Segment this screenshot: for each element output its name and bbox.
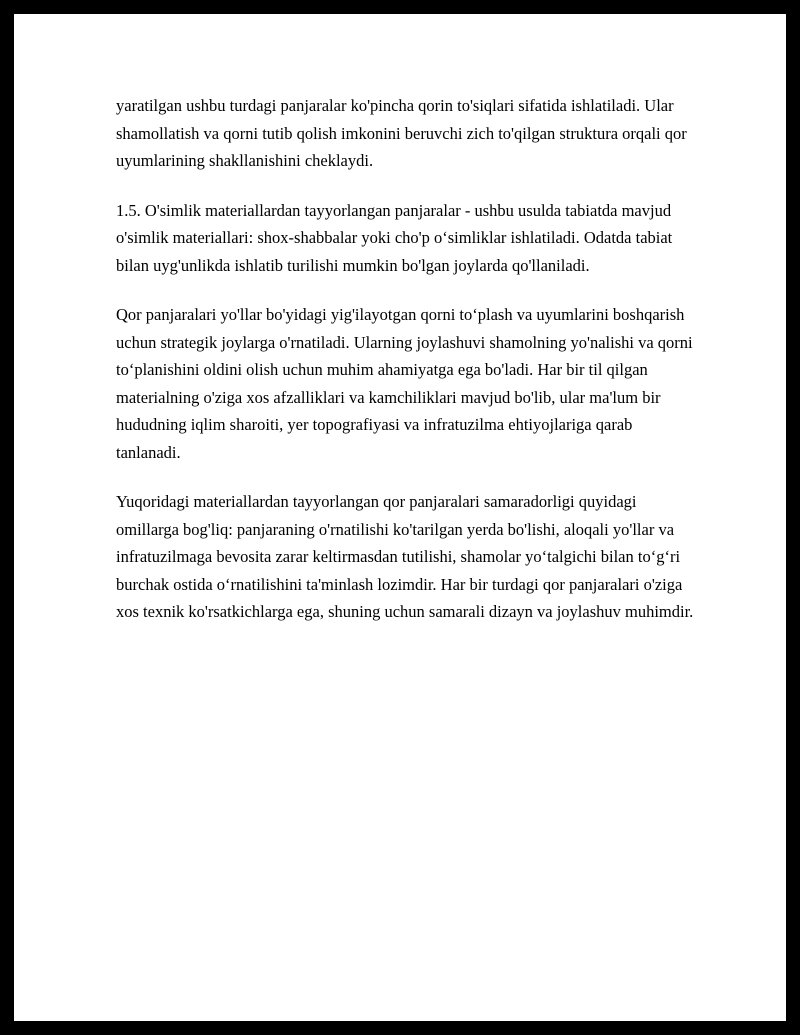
document-page — [14, 14, 786, 1021]
document-body — [116, 92, 697, 626]
paragraph: Yuqoridagi materiallardan tayyorlangan qor panjaralari samaradorligi quyidagi omillarga bog'liq: panjaraning o'rnatilishi ko'tarilgan yerda bo'lishi, aloqali yo'llar va infratuzilmaga bevosita zarar keltirmasdan tutilishi, shamolar yo‘talgichi bilan to‘g‘ri burchak ostida o‘rnatilishini ta'minlash lozimdir. Har bir turdagi qor panjaralari o'ziga xos texnik ko'rsatkichlarga ega, shuning uchun samarali dizayn va joylashuv muhimdir. — [116, 492, 694, 621]
paragraph: Qor panjaralari yo'llar bo'yidagi yig'ilayotgan qorni to‘plash va uyumlarini boshqarish uchun strategik joylarga o'rnatiladi. Ularning joylashuvi shamolning yo'nalishi va qorni to‘planishini oldini olish uchun muhim ahamiyatga ega bo'ladi. Har bir til qilgan materialning o'ziga xos afzalliklari va kamchiliklari mavjud bo'lib, ular ma'lum bir hududning iqlim sharoiti, yer topografiyasi va infratuzilma ehtiyojlariga qarab tanlanadi. — [116, 305, 697, 462]
paragraph: 1.5. O'simlik materiallardan tayyorlangan panjaralar - ushbu usulda tabiatda mavjud o'simlik materiallari: shox-shabbalar yoki cho'p o‘simliklar ishlatiladi. Odatda tabiat bilan uyg'unlikda ishlatib turilishi mumkin bo'lgan joylarda qo'llaniladi. — [116, 200, 677, 275]
paragraph: yaratilgan ushbu turdagi panjaralar ko'pincha qorin to'siqlari sifatida ishlatiladi. Ular shamollatish va qorni tutib qolish imkonini beruvchi zich to'qilgan struktura orqali qor uyumlarining shakllanishini cheklaydi. — [116, 96, 691, 170]
